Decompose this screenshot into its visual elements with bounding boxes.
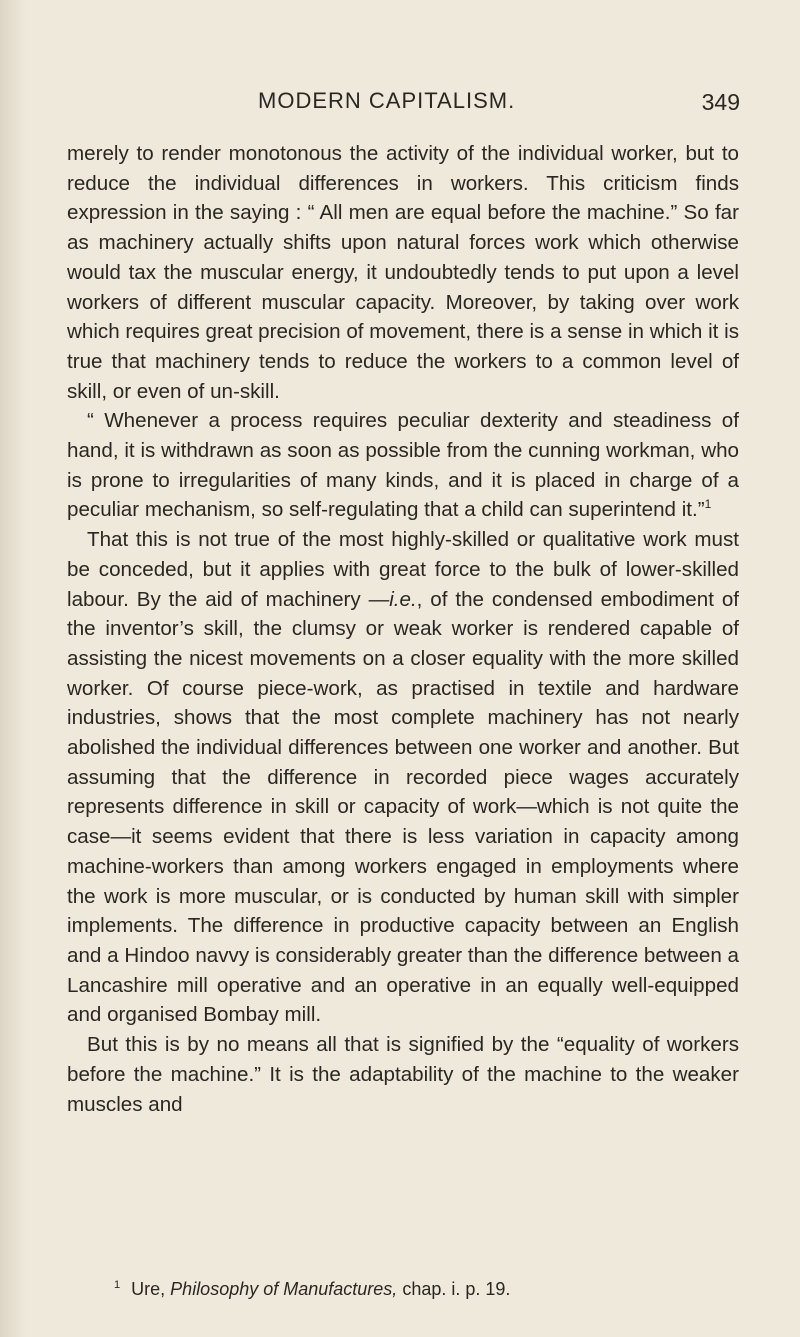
body-text bbox=[67, 139, 739, 1119]
running-title: MODERN CAPITALISM. bbox=[258, 88, 516, 113]
paragraph-3 bbox=[67, 525, 739, 1030]
paragraph-1: merely to render monotonous the activity of the individual worker, but to reduce the individual differences in workers. This criticism finds expression in the saying : “ All men are equal before the machine.” So far as machinery actually shifts upon natural forces work which otherwise would tax the muscular energy, it undoubtedly tends to put upon a level workers of different muscular capacity. Moreover, by taking over work which requires great precision of movement, there is a sense in which it is true that machinery tends to reduce the workers to a common level of skill, or even of un-skill. bbox=[67, 142, 739, 403]
ie-abbreviation: i.e. bbox=[389, 587, 417, 611]
footnote-mark: 1 bbox=[114, 1279, 121, 1291]
footnote-reference: 1 bbox=[704, 497, 712, 512]
footnote-citation: chap. i. p. 19. bbox=[402, 1279, 511, 1299]
paragraph-3-text-a: That this is not true of the most highly-skilled or qualitative work must be conceded, but it applies with great force to the bulk of lower-skilled labour. By the aid of machinery — bbox=[67, 528, 739, 611]
page-number: 349 bbox=[701, 89, 740, 115]
paragraph-4: But this is by no means all that is signified by the “equality of workers before the machine.” It is the adaptability of the machine to the weaker muscles and bbox=[67, 1033, 739, 1116]
page-edge-shadow bbox=[0, 0, 26, 1337]
quote-text: “ Whenever a process requires peculiar dexterity and steadiness of hand, it is withdrawn as soon as possible from the cunning workman, who is prone to irregularities of many kinds, and it is placed in charge of a peculiar mechanism, so self-regulating that a child can superintend it.” bbox=[67, 409, 739, 522]
paragraph-3-text-b: , of the condensed embodiment of the inventor’s skill, the clumsy or weak worker is rendered capable of assisting the nicest movements on a closer equality with the more skilled worker. Of course piece-work, as practised in textile and hardware industries, shows that the most complete machinery has not nearly abolished the individual differences between one worker and another. But assuming that the difference in recorded piece wages accurately represents difference in skill or capacity of work—which is not quite the case—it seems evident that there is less variation in capacity among machine-workers than among workers engaged in employments where the work is more muscular, or is conducted by human skill with simpler implements. The difference in productive capacity between an English and a Hindoo navvy is considerably greater than the difference between a Lancashire mill operative and an operative in an equally well-equipped and organised Bombay mill. bbox=[67, 587, 739, 1027]
footnote bbox=[114, 1279, 734, 1300]
footnote-author: Ure, bbox=[131, 1279, 166, 1299]
footnote-title: Philosophy of Manufactures, bbox=[170, 1279, 398, 1299]
paragraph-2-quote bbox=[67, 406, 739, 525]
page-header bbox=[62, 88, 740, 118]
